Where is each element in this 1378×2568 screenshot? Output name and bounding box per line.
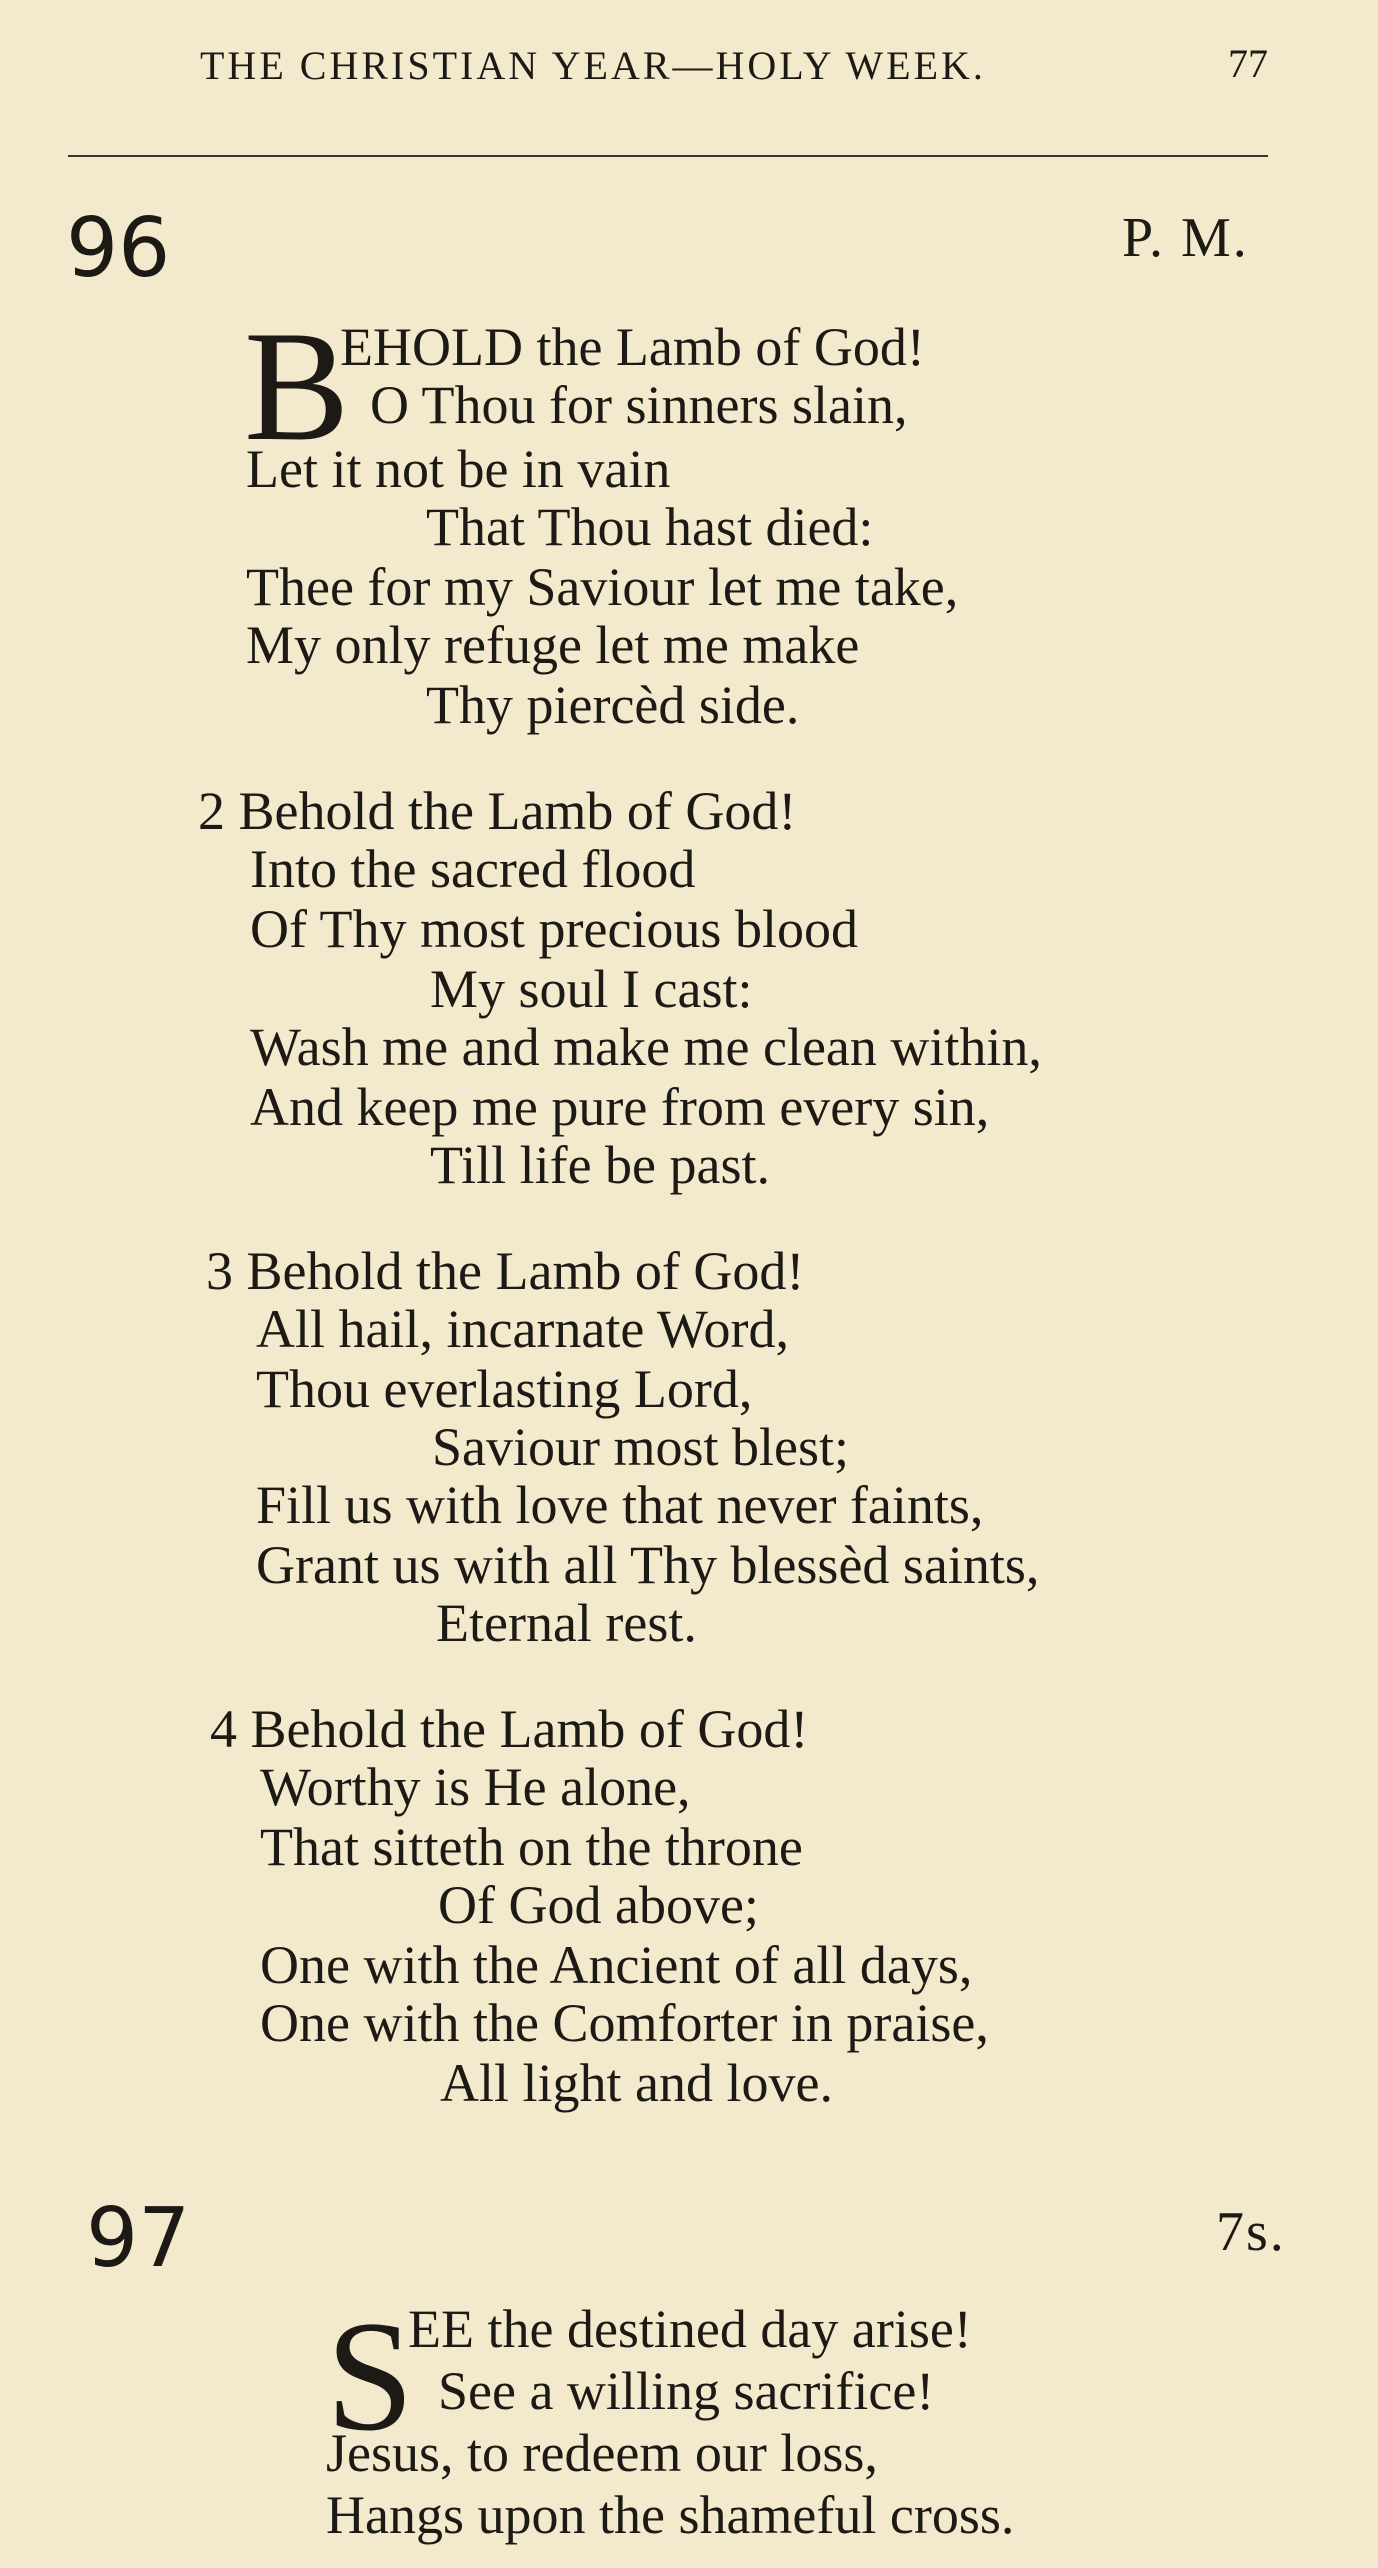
hymn-number: 97 (86, 2191, 191, 2286)
verse-line: Wash me and make me clean within, (250, 1017, 1042, 1077)
verse-line: Till life be past. (430, 1135, 771, 1195)
verse-line: Of Thy most precious blood (250, 899, 858, 959)
verse-line: My only refuge let me make (246, 615, 860, 675)
verse-line: And keep me pure from every sin, (250, 1077, 990, 1137)
verse-line: My soul I cast: (430, 959, 753, 1019)
verse-line: See a willing sacrifice! (438, 2361, 935, 2421)
header-rule (68, 155, 1268, 157)
verse-line: All hail, incarnate Word, (256, 1299, 789, 1359)
verse-line: Into the sacred flood (250, 839, 696, 899)
verse-line: Hangs upon the shameful cross. (326, 2485, 1015, 2545)
verse-line: Thy piercèd side. (426, 675, 800, 735)
verse-line: EE the destined day arise! (408, 2299, 972, 2359)
verse-line: 4 Behold the Lamb of God! (210, 1699, 809, 1759)
verse-line: Of God above; (438, 1875, 759, 1935)
verse-line: Thee for my Saviour let me take, (246, 557, 959, 617)
drop-cap: B (244, 299, 350, 474)
verse-line: Thou everlasting Lord, (256, 1359, 753, 1419)
verse-line: One with the Ancient of all days, (260, 1935, 973, 1995)
verse-line: Saviour most blest; (432, 1417, 849, 1477)
verse-line: Fill us with love that never faints, (256, 1475, 984, 1535)
verse-line: All light and love. (440, 2053, 833, 2113)
verse-line: Let it not be in vain (246, 439, 671, 499)
verse-line: One with the Comforter in praise, (260, 1993, 989, 2053)
drop-cap: S (326, 2289, 414, 2464)
verse-line: Eternal rest. (436, 1593, 697, 1653)
verse-line: Jesus, to redeem our loss, (326, 2423, 878, 2483)
page-number: 77 (1228, 41, 1268, 86)
verse-line: That Thou hast died: (426, 497, 874, 557)
verse-line: 2 Behold the Lamb of God! (198, 781, 797, 841)
verse-line: O Thou for sinners slain, (370, 375, 908, 435)
hymn-meter: P. M. (1122, 207, 1249, 269)
verse-line: That sitteth on the throne (260, 1817, 803, 1877)
verse-line: EHOLD the Lamb of God! (340, 317, 925, 377)
verse-line: Grant us with all Thy blessèd saints, (256, 1535, 1040, 1595)
hymn-number: 96 (66, 201, 171, 296)
verse-line: 3 Behold the Lamb of God! (206, 1241, 805, 1301)
hymn-meter: 7s. (1216, 2201, 1286, 2263)
verse-line: Worthy is He alone, (260, 1757, 691, 1817)
running-title: THE CHRISTIAN YEAR—HOLY WEEK. (200, 43, 986, 88)
